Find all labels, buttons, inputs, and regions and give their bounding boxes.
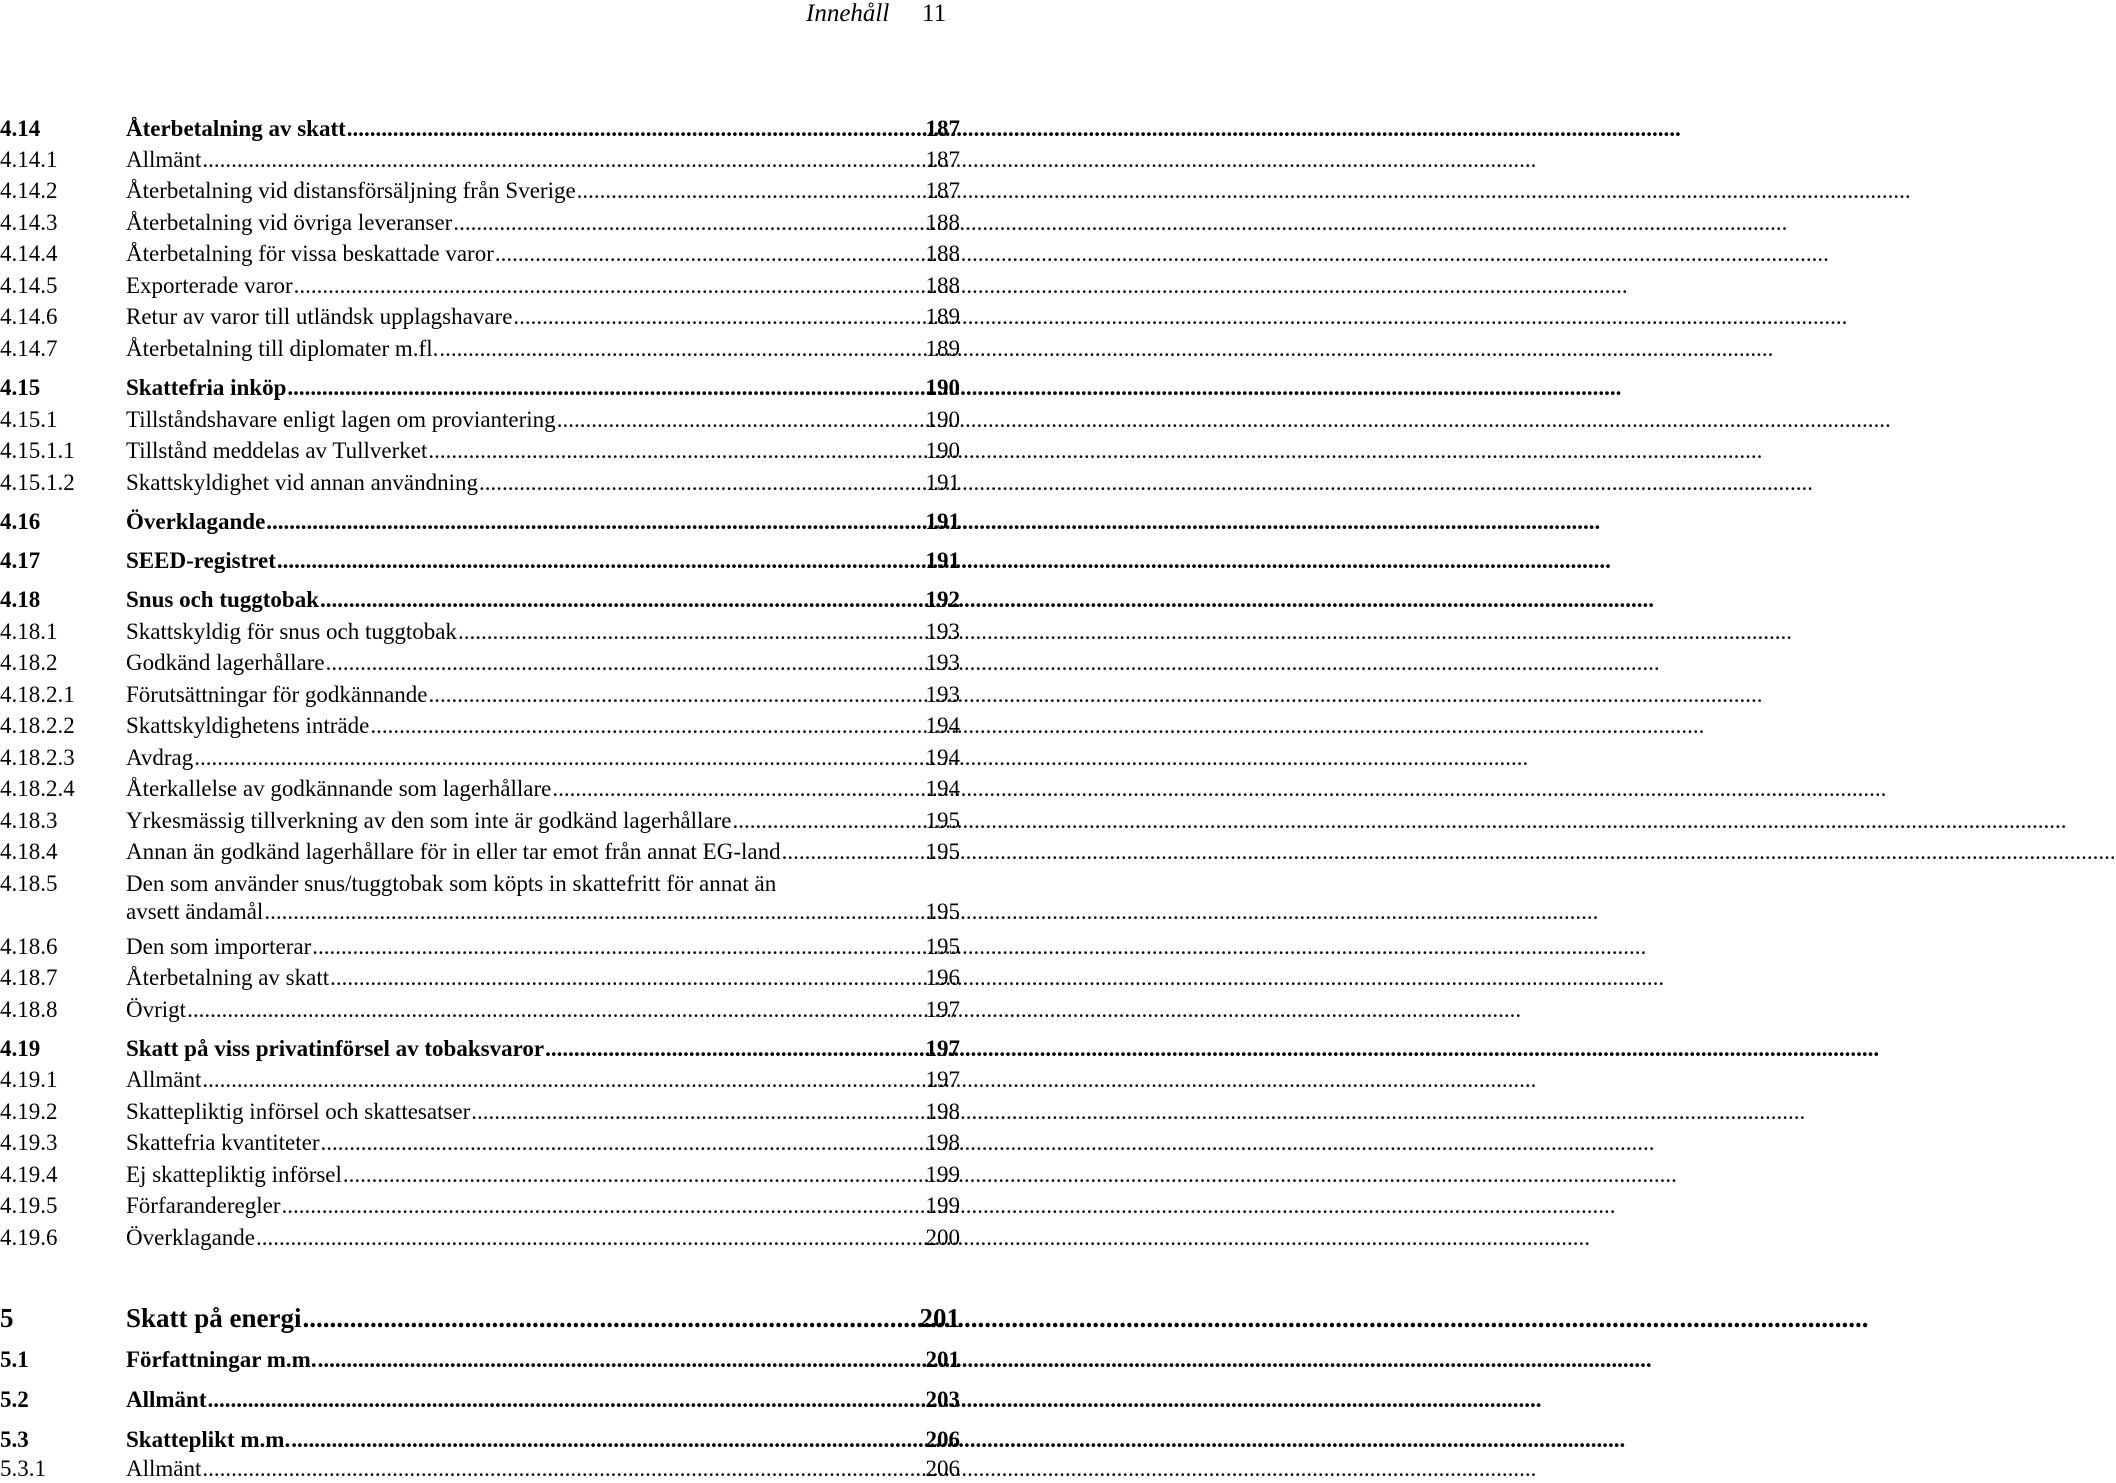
toc-entry-page-number: 191 bbox=[925, 509, 960, 534]
toc-entry-number: 4.17 bbox=[0, 548, 41, 573]
toc-entry-page-number: 189 bbox=[925, 304, 960, 329]
toc-entry-title: Den som importerar bbox=[126, 934, 312, 959]
toc-entry-number: 4.14.1 bbox=[0, 147, 58, 172]
dot-leader bbox=[551, 775, 924, 803]
toc-entry-title: Återbetalning för vissa beskattade varor bbox=[126, 241, 494, 266]
toc-entry-number: 5.1 bbox=[0, 1347, 29, 1372]
toc-entry-page-number: 193 bbox=[925, 650, 960, 675]
dot-leader bbox=[452, 209, 924, 237]
toc-entry-page-number: 189 bbox=[925, 336, 960, 361]
toc-entry-page-number: 206 bbox=[925, 1427, 960, 1452]
dot-leader bbox=[427, 437, 924, 465]
toc-entry-title: Godkänd lagerhållare bbox=[126, 650, 325, 675]
toc-entry-page-number: 199 bbox=[925, 1193, 960, 1218]
toc-entry-page-number: 199 bbox=[925, 1162, 960, 1187]
dot-leader bbox=[781, 838, 925, 866]
toc-entry-page-number: 198 bbox=[925, 1130, 960, 1155]
dot-leader bbox=[556, 406, 925, 434]
toc-entry-number: 4.14.4 bbox=[0, 241, 58, 266]
toc-entry-number: 4.18.2.4 bbox=[0, 776, 75, 801]
toc-entry-title: Skattskyldig för snus och tuggtobak bbox=[126, 619, 457, 644]
toc-entry-page-number: 190 bbox=[925, 438, 960, 463]
toc-entry-title: Den som använder snus/tuggtobak som köpts in skattefritt för annat än bbox=[126, 871, 777, 896]
toc-entry-title: Skatt på energi bbox=[126, 1303, 302, 1333]
toc-entry-page-number: 190 bbox=[925, 407, 960, 432]
toc-entry-title: Allmänt bbox=[126, 1456, 202, 1481]
dot-leader bbox=[346, 115, 925, 143]
dot-leader bbox=[201, 1455, 924, 1483]
toc-entry-number: 4.16 bbox=[0, 509, 41, 534]
dot-leader bbox=[207, 1386, 925, 1414]
table-of-contents bbox=[0, 0, 960, 1480]
toc-entry-number: 4.14.5 bbox=[0, 273, 58, 298]
toc-entry-number: 4.18.2.2 bbox=[0, 713, 75, 738]
toc-entry-page-number: 197 bbox=[925, 1036, 960, 1061]
dot-leader bbox=[317, 1346, 925, 1374]
dot-leader bbox=[276, 547, 925, 575]
dot-leader bbox=[290, 1426, 924, 1454]
toc-entry-page-number: 194 bbox=[925, 776, 960, 801]
dot-leader bbox=[494, 240, 925, 268]
toc-entry-page-number: 197 bbox=[925, 1067, 960, 1092]
toc-entry-number: 4.18.8 bbox=[0, 997, 58, 1022]
toc-entry-page-number: 194 bbox=[925, 713, 960, 738]
toc-entry-number: 4.18.2 bbox=[0, 650, 58, 675]
toc-entry-page-number: 188 bbox=[925, 210, 960, 235]
dot-leader bbox=[478, 469, 925, 497]
toc-entry-title: Skattepliktig införsel och skattesatser bbox=[126, 1099, 471, 1124]
toc-entry-page-number: 195 bbox=[925, 839, 960, 864]
toc-entry-number: 4.15.1 bbox=[0, 407, 58, 432]
toc-entry-page-number: 197 bbox=[925, 997, 960, 1022]
dot-leader bbox=[263, 898, 924, 926]
toc-entry-title: Skatteplikt m.m. bbox=[126, 1427, 291, 1452]
toc-entry-page-number: 195 bbox=[925, 899, 960, 924]
dot-leader bbox=[369, 712, 924, 740]
toc-entry-title: Allmänt bbox=[126, 147, 202, 172]
toc-entry-number: 4.14.7 bbox=[0, 336, 58, 361]
toc-entry-title: Avdrag bbox=[126, 745, 194, 770]
toc-entry-title: Snus och tuggtobak bbox=[126, 587, 320, 612]
toc-entry-number: 4.19.3 bbox=[0, 1130, 58, 1155]
toc-entry-title: Tillståndshavare enligt lagen om proviantering bbox=[126, 407, 556, 432]
toc-entry-title: Skattskyldighetens inträde bbox=[126, 713, 370, 738]
toc-entry-title: Annan än godkänd lagerhållare för in eller tar emot från annat EG-land bbox=[126, 839, 781, 864]
toc-entry-number: 4.15.1.1 bbox=[0, 438, 75, 463]
toc-entry-page-number: 196 bbox=[925, 965, 960, 990]
toc-entry-number: 4.18.3 bbox=[0, 808, 58, 833]
toc-entry-title-continued: avsett ändamål bbox=[126, 899, 264, 924]
toc-entry-page-number: 195 bbox=[925, 934, 960, 959]
toc-entry-number: 4.15.1.2 bbox=[0, 470, 75, 495]
toc-entry-page-number: 201 bbox=[925, 1347, 960, 1372]
toc-entry-page-number: 191 bbox=[925, 470, 960, 495]
dot-leader bbox=[319, 586, 924, 614]
toc-entry-page-number: 193 bbox=[925, 682, 960, 707]
toc-entry-title: Exporterade varor bbox=[126, 273, 293, 298]
dot-leader bbox=[186, 996, 924, 1024]
dot-leader bbox=[265, 508, 924, 536]
toc-entry-page-number: 192 bbox=[925, 587, 960, 612]
toc-entry-title: Återbetalning till diplomater m.fl. bbox=[126, 336, 439, 361]
toc-entry-page-number: 187 bbox=[925, 116, 960, 141]
toc-entry-page-number: 187 bbox=[925, 147, 960, 172]
toc-entry-number: 4.19.1 bbox=[0, 1067, 58, 1092]
dot-leader bbox=[201, 146, 924, 174]
dot-leader bbox=[470, 1098, 924, 1126]
toc-entry-title: Återkallelse av godkännande som lagerhållare bbox=[126, 776, 552, 801]
toc-entry-page-number: 206 bbox=[925, 1456, 960, 1481]
running-header-title: Innehåll bbox=[806, 0, 890, 27]
dot-leader bbox=[286, 374, 924, 402]
toc-entry-number: 5 bbox=[0, 1303, 14, 1333]
toc-entry-number: 4.18.4 bbox=[0, 839, 58, 864]
dot-leader bbox=[281, 1192, 925, 1220]
toc-entry-title: Författningar m.m. bbox=[126, 1347, 317, 1372]
toc-entry-title: Förutsättningar för godkännande bbox=[126, 682, 428, 707]
toc-entry-title: Återbetalning vid distansförsäljning från Sverige bbox=[126, 178, 576, 203]
toc-entry-page-number: 188 bbox=[925, 241, 960, 266]
toc-entry-number: 4.18.7 bbox=[0, 965, 58, 990]
toc-entry-number: 4.18.5 bbox=[0, 871, 58, 896]
toc-entry-title: Återbetalning av skatt bbox=[126, 116, 346, 141]
running-header-page-number: 11 bbox=[922, 0, 947, 27]
dot-leader bbox=[302, 1302, 919, 1334]
toc-entry-number: 4.14.2 bbox=[0, 178, 58, 203]
toc-entry-number: 4.19.2 bbox=[0, 1099, 58, 1124]
dot-leader bbox=[512, 303, 924, 331]
toc-entry-title: Retur av varor till utländsk upplagshavare bbox=[126, 304, 513, 329]
toc-entry-page-number: 195 bbox=[925, 808, 960, 833]
dot-leader bbox=[457, 618, 925, 646]
toc-entry-page-number: 194 bbox=[925, 745, 960, 770]
toc-entry-number: 5.2 bbox=[0, 1387, 29, 1412]
toc-entry-page-number: 191 bbox=[925, 548, 960, 573]
dot-leader bbox=[732, 807, 925, 835]
dot-leader bbox=[329, 964, 924, 992]
dot-leader bbox=[255, 1224, 925, 1252]
toc-entry-number: 4.19.5 bbox=[0, 1193, 58, 1218]
toc-entry-title: Skattefria inköp bbox=[126, 375, 287, 400]
toc-entry-title: Förfaranderegler bbox=[126, 1193, 281, 1218]
toc-entry-number: 4.14.3 bbox=[0, 210, 58, 235]
toc-entry-page-number: 203 bbox=[925, 1387, 960, 1412]
toc-entry-title: Överklagande bbox=[126, 1225, 255, 1250]
toc-entry-page-number: 188 bbox=[925, 273, 960, 298]
dot-leader bbox=[311, 933, 924, 961]
toc-entry-title: Allmänt bbox=[126, 1067, 202, 1092]
toc-entry-number: 4.18.2.1 bbox=[0, 682, 75, 707]
toc-entry-page-number: 201 bbox=[919, 1303, 960, 1333]
toc-entry-number: 5.3.1 bbox=[0, 1456, 46, 1481]
toc-entry-page-number: 200 bbox=[925, 1225, 960, 1250]
toc-entry-page-number: 190 bbox=[925, 375, 960, 400]
toc-entry-number: 4.19 bbox=[0, 1036, 41, 1061]
toc-entry-title: Återbetalning av skatt bbox=[126, 965, 330, 990]
toc-entry-title: Yrkesmässig tillverkning av den som inte är godkänd lagerhållare bbox=[126, 808, 732, 833]
dot-leader bbox=[438, 335, 924, 363]
toc-entry-title: Allmänt bbox=[126, 1387, 207, 1412]
toc-entry-number: 4.18.1 bbox=[0, 619, 58, 644]
toc-entry-title: SEED-registret bbox=[126, 548, 276, 573]
toc-entry-page-number: 198 bbox=[925, 1099, 960, 1124]
toc-entry-title: Återbetalning vid övriga leveranser bbox=[126, 210, 453, 235]
toc-entry-number: 4.19.4 bbox=[0, 1162, 58, 1187]
toc-entry-title: Överklagande bbox=[126, 509, 266, 534]
dot-leader bbox=[193, 744, 924, 772]
dot-leader bbox=[320, 1129, 925, 1157]
toc-entry-number: 4.15 bbox=[0, 375, 41, 400]
toc-entry-number: 5.3 bbox=[0, 1427, 29, 1452]
toc-entry-title: Skatt på viss privatinförsel av tobaksvaror bbox=[126, 1036, 545, 1061]
toc-entry-number: 4.18 bbox=[0, 587, 41, 612]
toc-entry-page-number: 187 bbox=[925, 178, 960, 203]
toc-entry-title: Skattefria kvantiteter bbox=[126, 1130, 320, 1155]
toc-entry-title: Tillstånd meddelas av Tullverket bbox=[126, 438, 428, 463]
toc-entry-title: Övrigt bbox=[126, 997, 187, 1022]
toc-entry-number: 4.14 bbox=[0, 116, 41, 141]
dot-leader bbox=[325, 649, 925, 677]
dot-leader bbox=[576, 177, 925, 205]
toc-entry-number: 4.14.6 bbox=[0, 304, 58, 329]
toc-entry-number: 4.18.6 bbox=[0, 934, 58, 959]
toc-entry-number: 4.19.6 bbox=[0, 1225, 58, 1250]
dot-leader bbox=[544, 1035, 924, 1063]
dot-leader bbox=[427, 681, 924, 709]
toc-entry-page-number: 193 bbox=[925, 619, 960, 644]
toc-entry-title: Skattskyldighet vid annan användning bbox=[126, 470, 478, 495]
toc-entry-number: 4.18.2.3 bbox=[0, 745, 75, 770]
dot-leader bbox=[201, 1066, 924, 1094]
dot-leader bbox=[293, 272, 925, 300]
toc-entry-title: Ej skattepliktig införsel bbox=[126, 1162, 342, 1187]
dot-leader bbox=[342, 1161, 925, 1189]
